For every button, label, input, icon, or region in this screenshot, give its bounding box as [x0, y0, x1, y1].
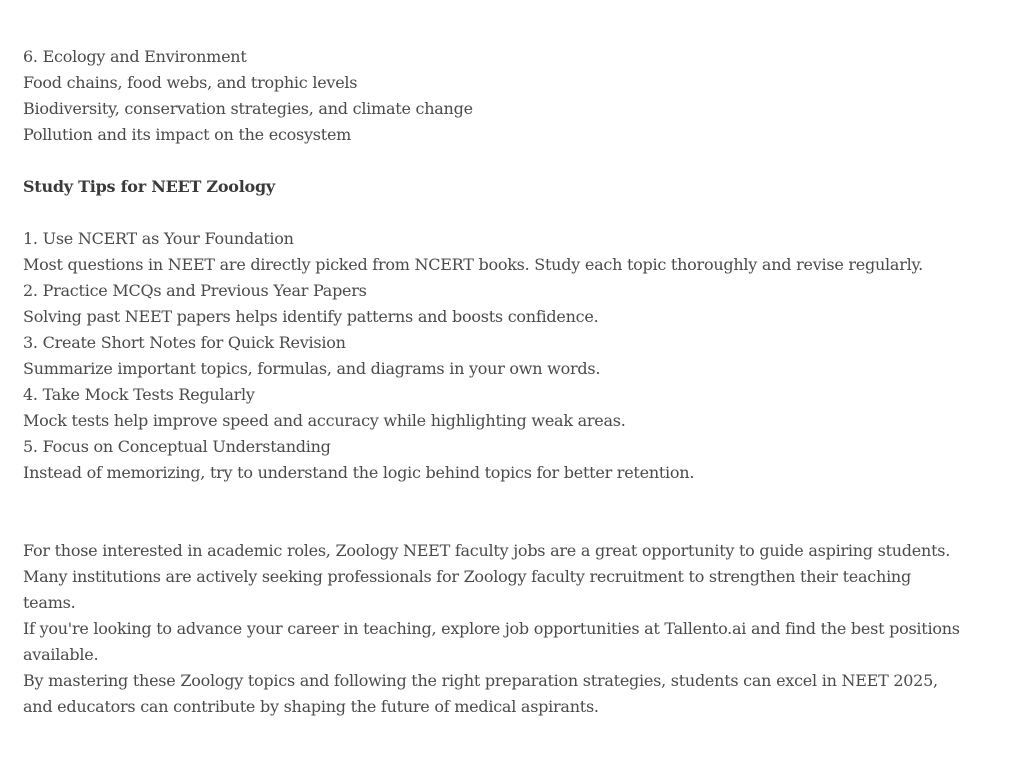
paragraph-text: are a great opportunity to guide aspiring students.: [545, 541, 951, 560]
closing-paragraph: [23, 538, 963, 564]
section-title-ecology: 6. Ecology and Environment: [23, 47, 247, 66]
tip-title: 5. Focus on Conceptual Understanding: [23, 437, 331, 456]
spacer: [23, 200, 963, 226]
tip-title: 1. Use NCERT as Your Foundation: [23, 229, 294, 248]
ecology-item: Biodiversity, conservation strategies, and climate change: [23, 99, 473, 118]
paragraph-text: to strengthen their teaching teams.: [23, 567, 911, 612]
spacer: [23, 148, 963, 174]
study-tips-heading: Study Tips for NEET Zoology: [23, 177, 275, 196]
tip-text: Solving past NEET papers helps identify patterns and boosts confidence.: [23, 307, 599, 326]
tip-text: Instead of memorizing, try to understand the logic behind topics for better retention.: [23, 463, 695, 482]
closing-paragraph: By mastering these Zoology topics and following the right preparation strategies, students can excel in NEET 2025, and educators can contribute by shaping the future of medical aspirants.: [23, 671, 938, 716]
zoology-faculty-recruitment-link[interactable]: Zoology faculty recruitment: [463, 567, 684, 586]
paragraph-text: and find the best positions available.: [23, 619, 960, 664]
closing-paragraph: [23, 564, 963, 616]
tip-text: Summarize important topics, formulas, and diagrams in your own words.: [23, 359, 601, 378]
tip-title: 2. Practice MCQs and Previous Year Papers: [23, 281, 367, 300]
tip-text: Most questions in NEET are directly picked from NCERT books. Study each topic thoroughly and revise regularly.: [23, 255, 923, 274]
paragraph-text: Many institutions are actively seeking professionals for: [23, 567, 464, 586]
tip-title: 3. Create Short Notes for Quick Revision: [23, 333, 346, 352]
spacer: [23, 486, 963, 538]
ecology-item: Food chains, food webs, and trophic levels: [23, 73, 358, 92]
tip-text: Mock tests help improve speed and accuracy while highlighting weak areas.: [23, 411, 626, 430]
paragraph-text: For those interested in academic roles,: [23, 541, 336, 560]
closing-paragraph: [23, 616, 963, 668]
article-body: [23, 44, 963, 720]
paragraph-text: If you're looking to advance your career in teaching, explore job opportunities at: [23, 619, 665, 638]
tip-title: 4. Take Mock Tests Regularly: [23, 385, 255, 404]
tallento-link[interactable]: Tallento.ai: [664, 619, 747, 638]
ecology-item: Pollution and its impact on the ecosystem: [23, 125, 352, 144]
zoology-neet-faculty-jobs-link[interactable]: Zoology NEET faculty jobs: [335, 541, 546, 560]
